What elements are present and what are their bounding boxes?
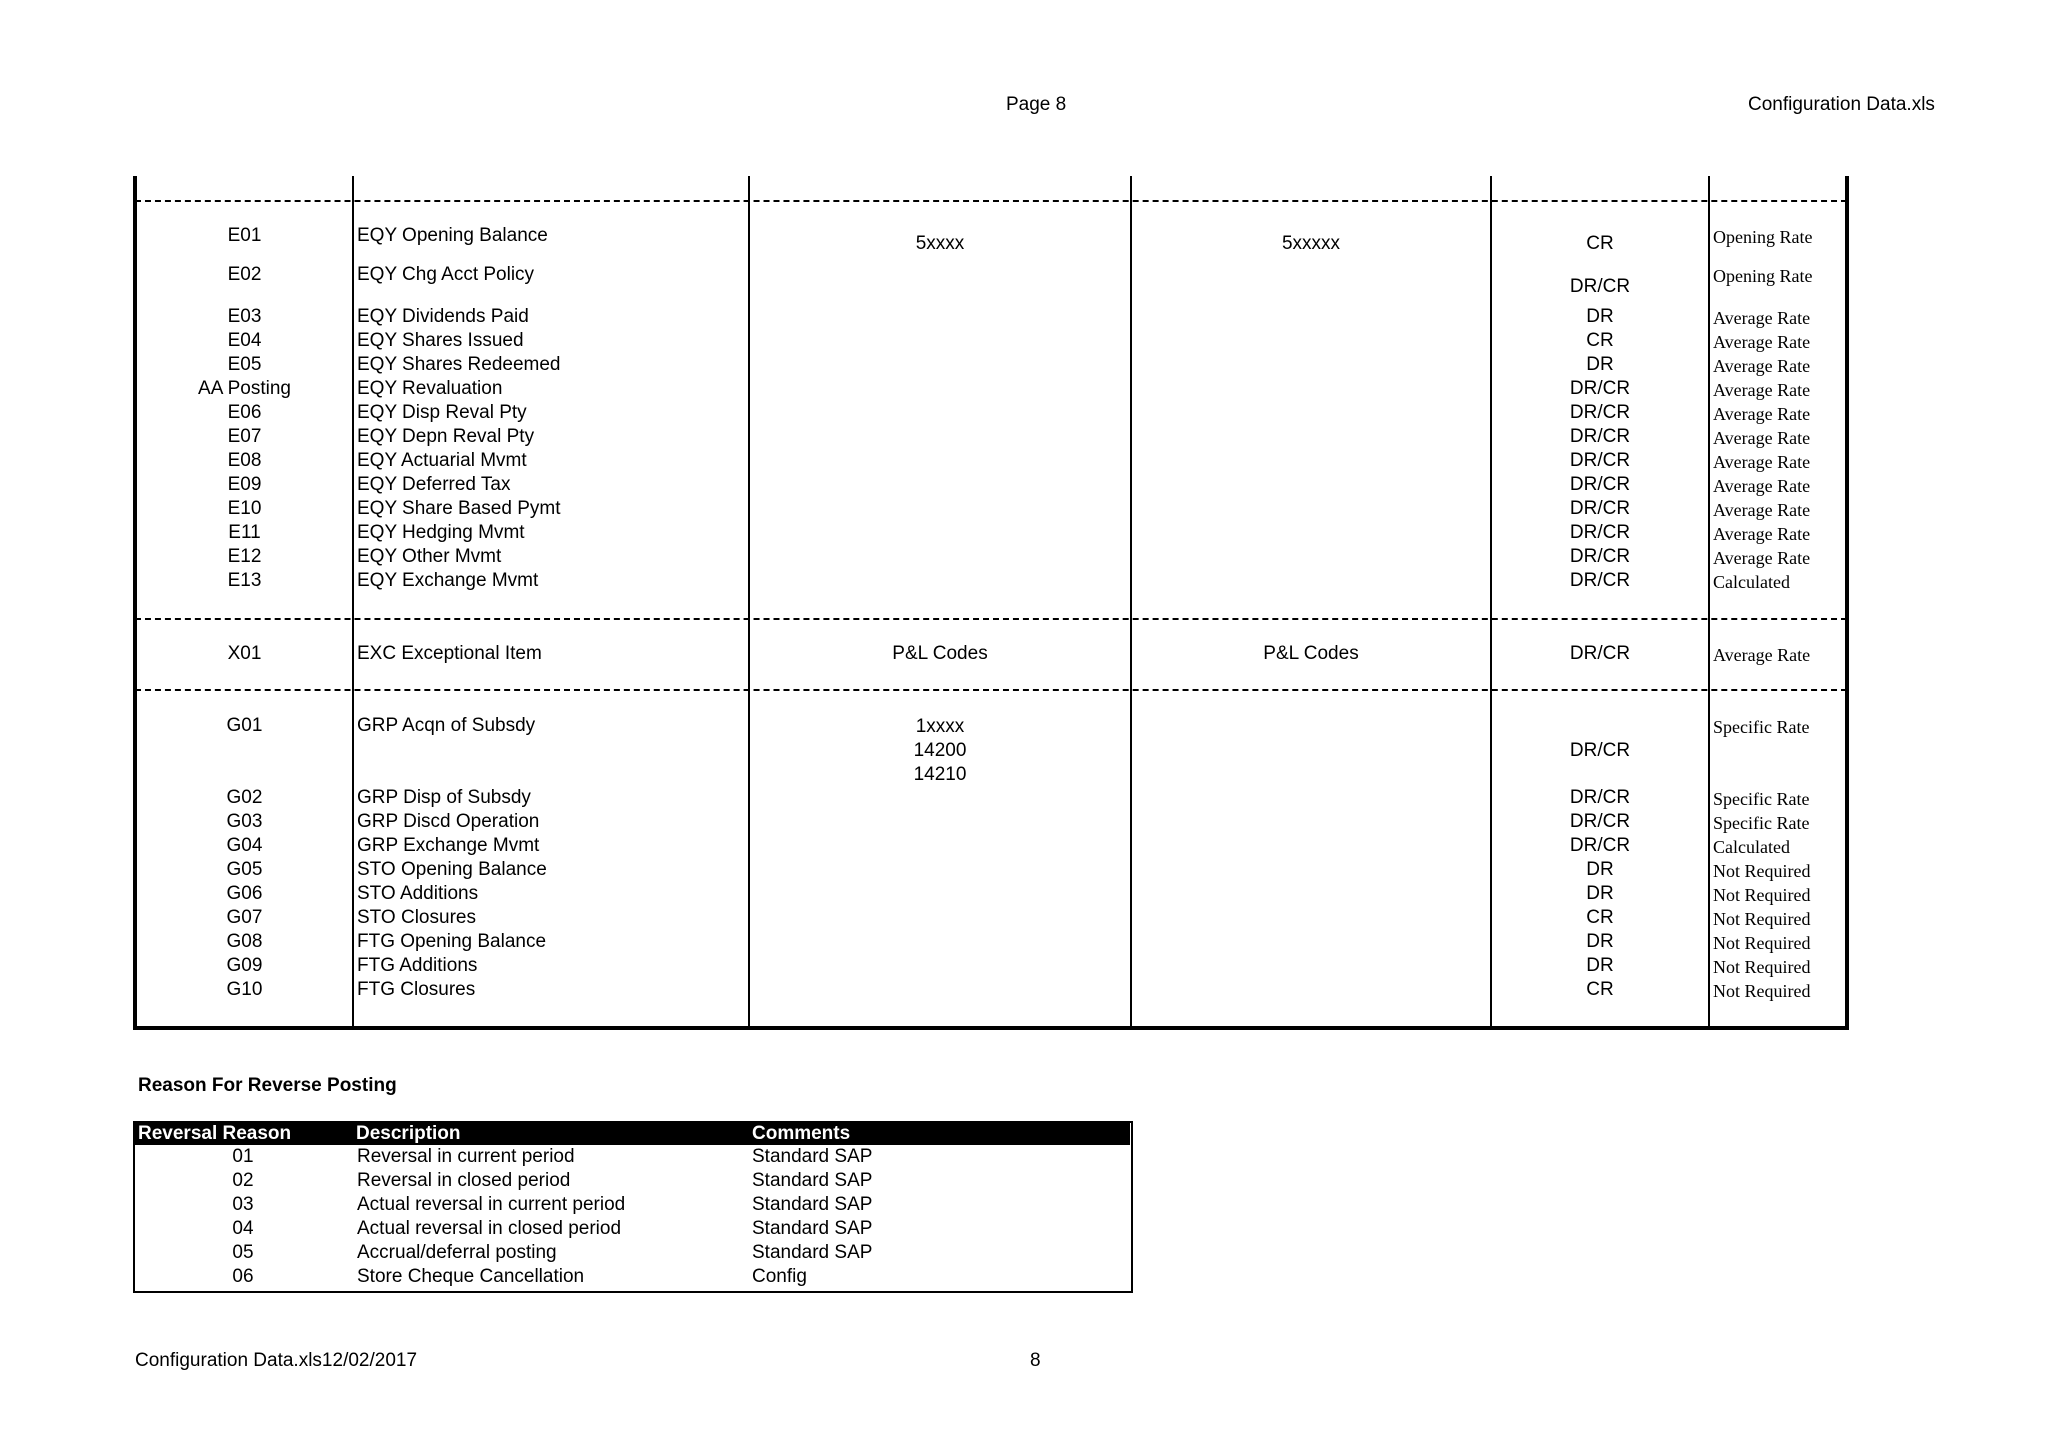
row-description: EQY Dividends Paid (357, 306, 529, 327)
row-drcr: DR/CR (1569, 546, 1631, 567)
reversal-comment: Standard SAP (752, 1146, 873, 1167)
row-code: E09 (227, 474, 262, 495)
row-code: E05 (227, 354, 262, 375)
table-border-right (1845, 176, 1849, 1030)
row-drcr: DR/CR (1569, 835, 1631, 856)
row-drcr: DR/CR (1569, 276, 1631, 297)
row-description: GRP Discd Operation (357, 811, 540, 832)
row-description: GRP Disp of Subsdy (357, 787, 531, 808)
row-drcr: DR/CR (1569, 787, 1631, 808)
column-header: Comments (752, 1123, 851, 1144)
row-description: EQY Opening Balance (357, 225, 548, 246)
row-description: STO Opening Balance (357, 859, 547, 880)
row-rate: Average Rate (1713, 332, 1811, 352)
row-account-code-2: P&L Codes (1263, 643, 1359, 664)
row-rate: Not Required (1713, 861, 1811, 881)
row-code: G07 (226, 907, 263, 928)
row-code: E02 (227, 264, 262, 285)
row-description: EQY Exchange Mvmt (357, 570, 539, 591)
row-drcr: DR/CR (1569, 450, 1631, 471)
row-rate: Not Required (1713, 981, 1811, 1001)
row-description: FTG Additions (357, 955, 478, 976)
row-code: E04 (227, 330, 262, 351)
row-description: EQY Share Based Pymt (357, 498, 561, 519)
row-code: E06 (227, 402, 262, 423)
row-code: G03 (226, 811, 263, 832)
row-code: AA Posting (198, 378, 291, 399)
row-account-code: 14200 (913, 740, 967, 761)
reversal-table-header (134, 1123, 1130, 1145)
row-rate: Calculated (1713, 572, 1790, 592)
row-code: G09 (226, 955, 263, 976)
row-description: GRP Acqn of Subsdy (357, 715, 536, 736)
section-separator (135, 689, 1847, 691)
row-rate: Specific Rate (1713, 813, 1810, 833)
row-drcr: CR (1586, 330, 1614, 351)
row-account-code: 1xxxx (915, 716, 965, 737)
reversal-comment: Standard SAP (752, 1218, 873, 1239)
section-separator (135, 618, 1847, 620)
row-description: STO Additions (357, 883, 479, 904)
row-code: E11 (228, 522, 261, 543)
row-rate: Average Rate (1713, 308, 1811, 328)
row-drcr: CR (1586, 979, 1614, 1000)
reversal-comment: Standard SAP (752, 1170, 873, 1191)
column-header: Reversal Reason (138, 1123, 292, 1144)
row-drcr: DR/CR (1569, 474, 1631, 495)
reversal-description: Accrual/deferral posting (357, 1242, 557, 1263)
row-drcr: DR/CR (1569, 426, 1631, 447)
reversal-code: 04 (232, 1218, 254, 1239)
row-account-code: P&L Codes (892, 643, 988, 664)
row-description: EQY Shares Redeemed (357, 354, 561, 375)
column-divider (748, 176, 750, 1028)
reversal-comment: Standard SAP (752, 1194, 873, 1215)
row-code: G10 (226, 979, 263, 1000)
row-drcr: DR (1586, 883, 1614, 904)
column-divider (1708, 176, 1710, 1028)
row-account-code-2: 5xxxxx (1281, 233, 1341, 254)
reversal-description: Reversal in current period (357, 1146, 575, 1167)
row-rate: Specific Rate (1713, 717, 1810, 737)
reversal-section-title: Reason For Reverse Posting (138, 1075, 397, 1096)
row-code: G08 (226, 931, 263, 952)
row-code: E03 (227, 306, 262, 327)
row-drcr: DR/CR (1569, 570, 1631, 591)
row-drcr: DR/CR (1569, 740, 1631, 761)
footer-page-number: 8 (1030, 1350, 1041, 1371)
row-rate: Not Required (1713, 909, 1811, 929)
footer-file-date: Configuration Data.xls12/02/2017 (135, 1350, 418, 1371)
row-description: EQY Other Mvmt (357, 546, 502, 567)
reversal-code: 02 (232, 1170, 254, 1191)
row-code: G04 (226, 835, 263, 856)
row-description: EQY Deferred Tax (357, 474, 511, 495)
reversal-code: 05 (232, 1242, 254, 1263)
row-rate: Not Required (1713, 957, 1811, 977)
row-drcr: CR (1586, 233, 1614, 254)
row-rate: Average Rate (1713, 428, 1811, 448)
row-rate: Average Rate (1713, 524, 1811, 544)
row-rate: Opening Rate (1713, 266, 1813, 286)
row-rate: Average Rate (1713, 452, 1811, 472)
row-drcr: DR (1586, 955, 1614, 976)
row-drcr: DR/CR (1569, 402, 1631, 423)
row-code: E07 (227, 426, 262, 447)
row-drcr: CR (1586, 907, 1614, 928)
row-drcr: DR/CR (1569, 378, 1631, 399)
row-drcr: DR/CR (1569, 522, 1631, 543)
row-description: FTG Opening Balance (357, 931, 547, 952)
reversal-code: 03 (232, 1194, 254, 1215)
row-description: EXC Exceptional Item (357, 643, 542, 664)
row-rate: Average Rate (1713, 356, 1811, 376)
column-divider (352, 176, 354, 1028)
row-description: EQY Disp Reval Pty (357, 402, 527, 423)
reversal-description: Reversal in closed period (357, 1170, 571, 1191)
row-drcr: DR/CR (1569, 811, 1631, 832)
row-drcr: DR/CR (1569, 643, 1631, 664)
row-description: EQY Depn Reval Pty (357, 426, 535, 447)
row-rate: Opening Rate (1713, 227, 1813, 247)
row-drcr: DR (1586, 931, 1614, 952)
row-description: STO Closures (357, 907, 476, 928)
reversal-code: 01 (232, 1146, 254, 1167)
row-code: X01 (227, 643, 262, 664)
row-rate: Not Required (1713, 933, 1811, 953)
row-rate: Average Rate (1713, 645, 1811, 665)
row-rate: Calculated (1713, 837, 1790, 857)
row-code: E13 (227, 570, 262, 591)
table-border-bottom (133, 1026, 1849, 1030)
row-description: FTG Closures (357, 979, 476, 1000)
row-rate: Average Rate (1713, 380, 1811, 400)
reversal-description: Actual reversal in current period (357, 1194, 626, 1215)
row-code: G01 (226, 715, 263, 736)
row-rate: Specific Rate (1713, 789, 1810, 809)
row-rate: Average Rate (1713, 500, 1811, 520)
row-description: EQY Hedging Mvmt (357, 522, 525, 543)
column-divider (1130, 176, 1132, 1028)
row-drcr: DR (1586, 354, 1614, 375)
reversal-description: Store Cheque Cancellation (357, 1266, 585, 1287)
row-account-code: 14210 (913, 764, 967, 785)
reversal-comment: Config (752, 1266, 807, 1287)
section-separator (135, 200, 1847, 202)
row-code: E08 (227, 450, 262, 471)
row-description: EQY Actuarial Mvmt (357, 450, 527, 471)
row-drcr: DR (1586, 306, 1614, 327)
reversal-description: Actual reversal in closed period (357, 1218, 622, 1239)
row-description: EQY Chg Acct Policy (357, 264, 535, 285)
row-code: G02 (226, 787, 263, 808)
row-description: GRP Exchange Mvmt (357, 835, 540, 856)
reversal-comment: Standard SAP (752, 1242, 873, 1263)
row-code: G05 (226, 859, 263, 880)
file-name-header: Configuration Data.xls (1748, 94, 1935, 115)
row-drcr: DR/CR (1569, 498, 1631, 519)
row-rate: Not Required (1713, 885, 1811, 905)
row-account-code: 5xxxx (915, 233, 965, 254)
row-description: EQY Shares Issued (357, 330, 524, 351)
row-code: E12 (227, 546, 262, 567)
reversal-code: 06 (232, 1266, 254, 1287)
row-code: E10 (227, 498, 262, 519)
page-number-header: Page 8 (1006, 94, 1067, 115)
row-drcr: DR (1586, 859, 1614, 880)
row-description: EQY Revaluation (357, 378, 503, 399)
row-code: E01 (227, 225, 262, 246)
column-header: Description (356, 1123, 461, 1144)
row-rate: Average Rate (1713, 548, 1811, 568)
row-rate: Average Rate (1713, 404, 1811, 424)
row-rate: Average Rate (1713, 476, 1811, 496)
row-code: G06 (226, 883, 263, 904)
